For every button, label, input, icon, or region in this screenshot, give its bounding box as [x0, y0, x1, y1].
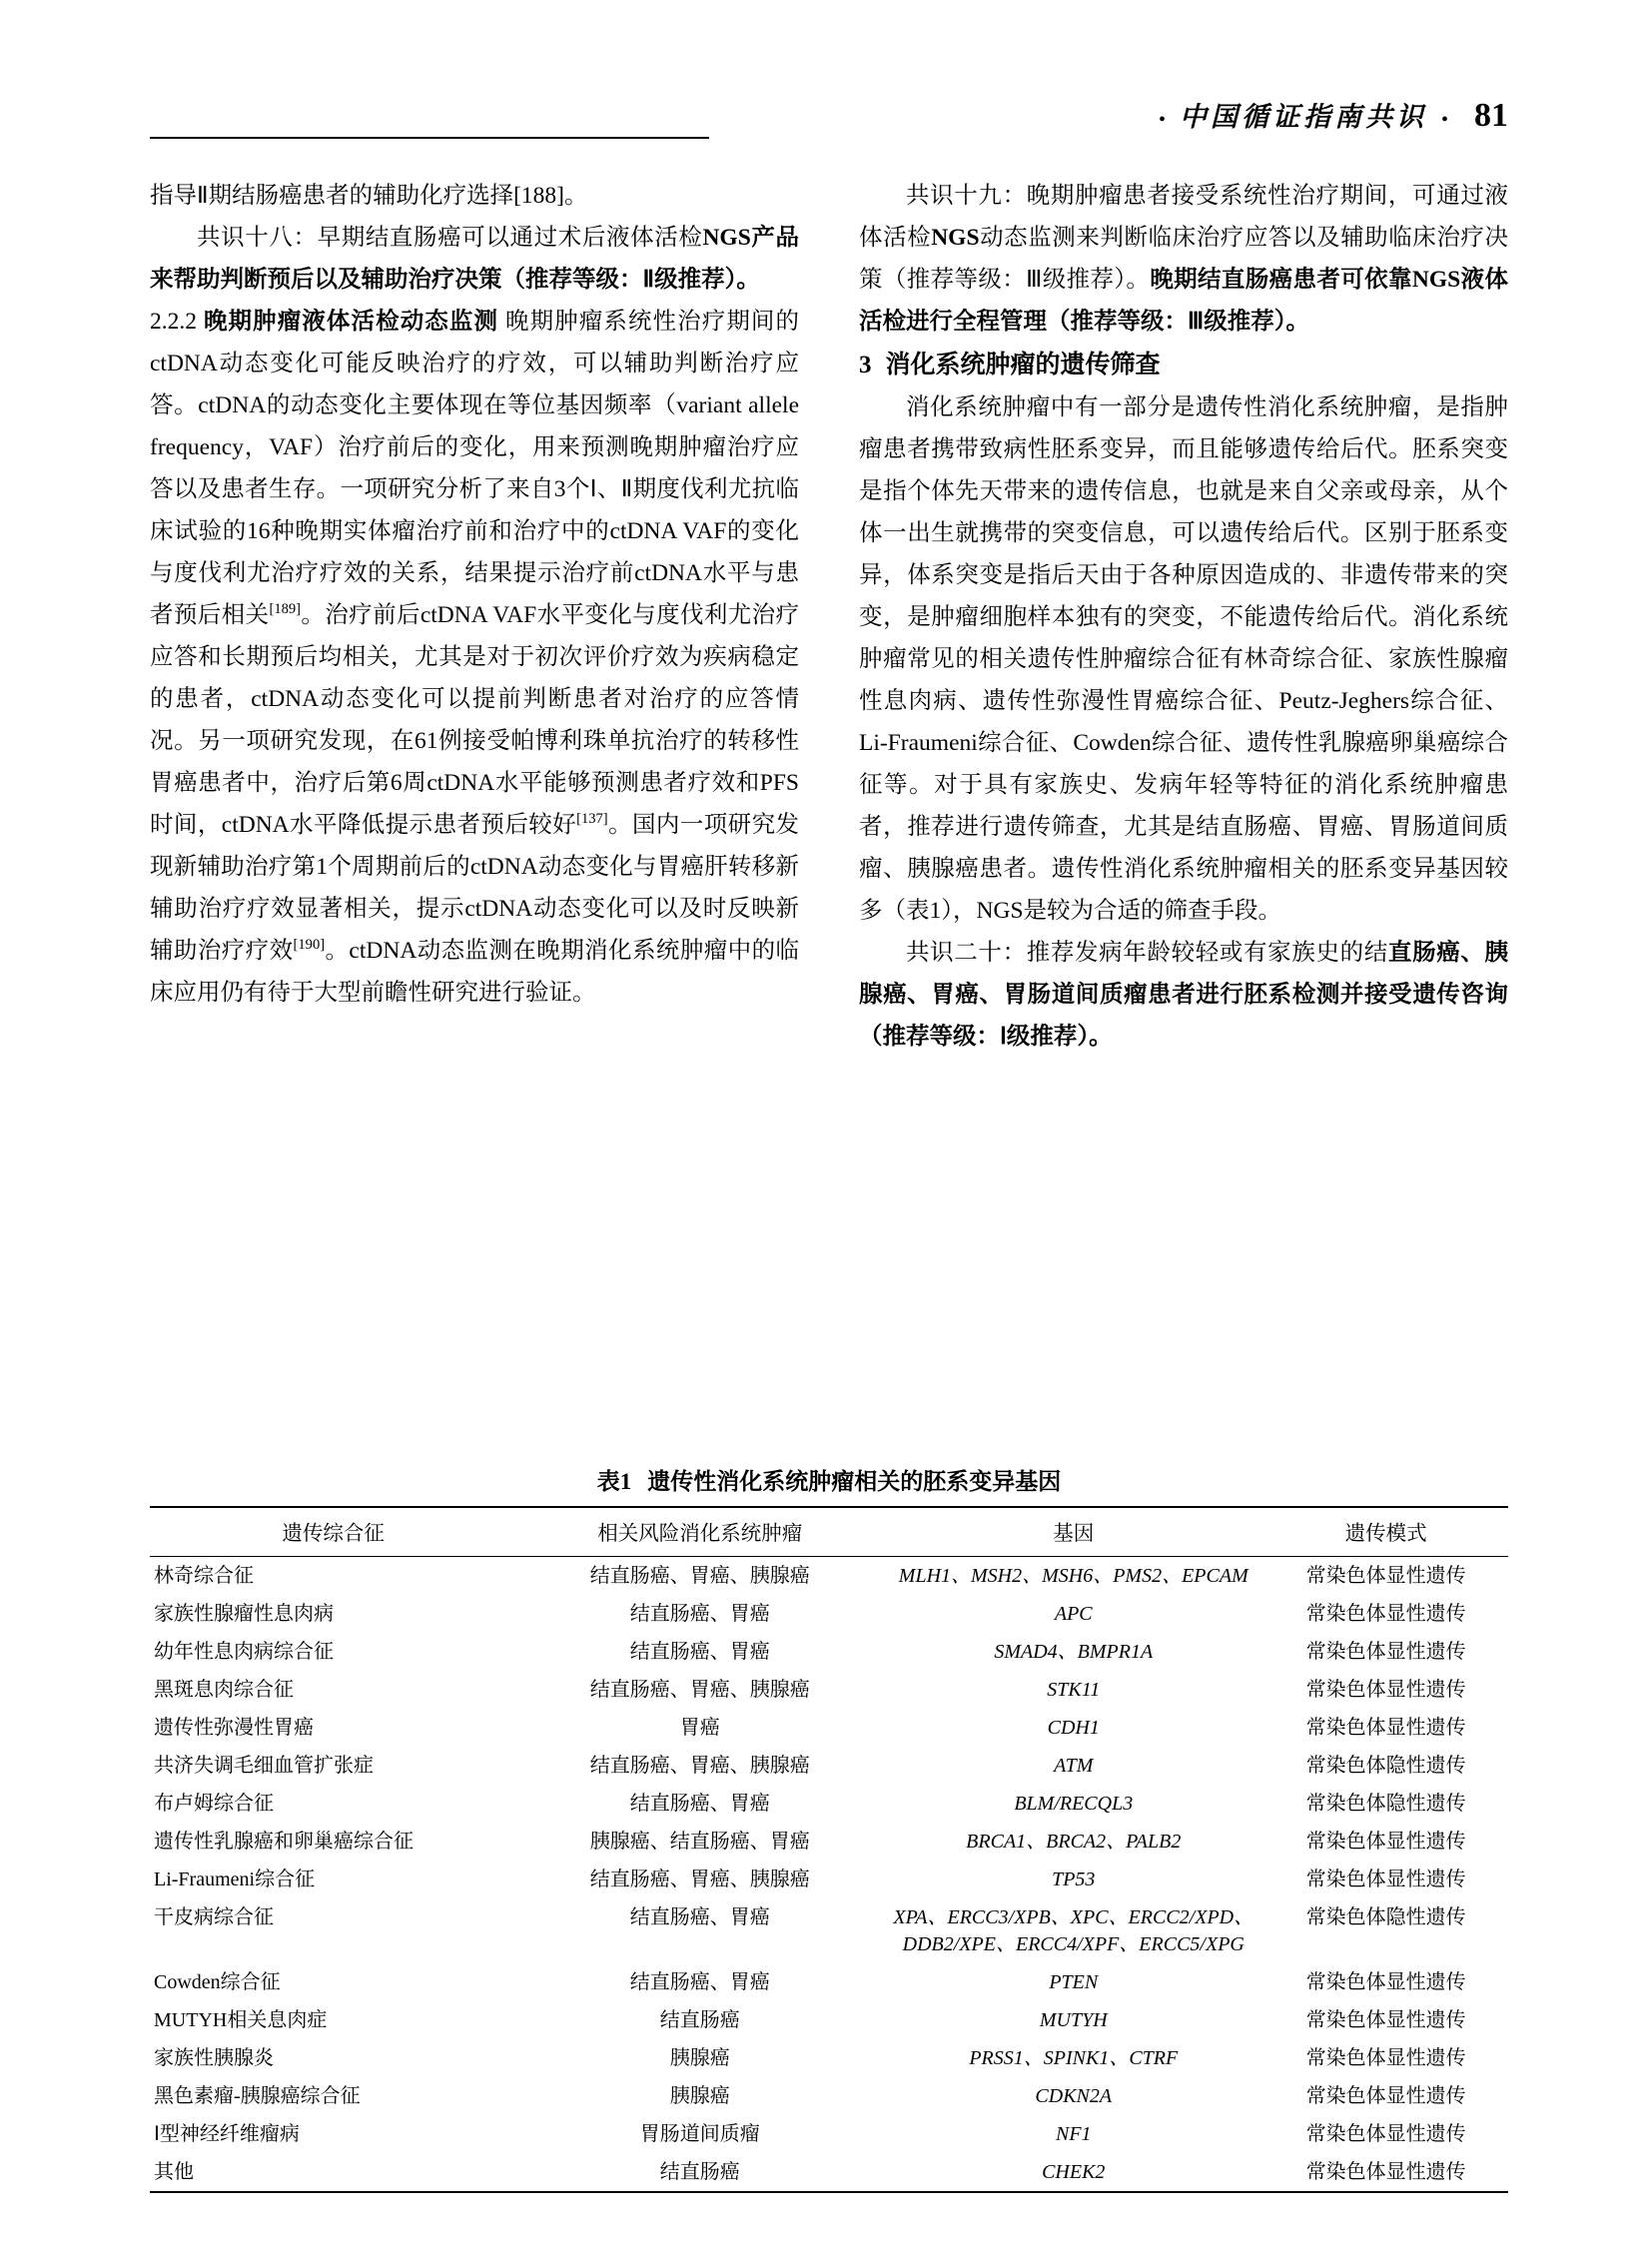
table-row	[150, 1595, 1508, 1633]
cell-inheritance-mode: 常染色体显性遗传	[1305, 2122, 1466, 2145]
reference-190: [190]	[293, 937, 326, 954]
cell-risk-tumor: 胃肠道间质瘤	[639, 2122, 760, 2145]
cell-risk-tumor: 胰腺癌	[669, 2084, 730, 2107]
cell-risk-tumor: 结直肠癌、胃癌	[629, 1970, 770, 1993]
reference-137: [137]	[576, 811, 608, 828]
cell-gene: TP53	[1052, 1868, 1096, 1890]
section-3-body	[859, 386, 1508, 932]
section-2-2-2-body-3: 。国内一项研究发现新辅助治疗第1个周期前后的ctDNA动态变化与胃癌肝转移新辅助治疗疗效显著相关，提示ctDNA动态变化可以及时反映新辅助治疗疗效	[150, 812, 800, 964]
cell-inheritance-mode: 常染色体显性遗传	[1305, 2084, 1466, 2107]
cell-syndrome: 幼年性息肉病综合征	[154, 1640, 334, 1663]
cell-syndrome: Cowden综合征	[154, 1970, 281, 1993]
consensus-19-mid: 动态监测来判断临床治疗应答以及辅助临床治疗决策（推荐等级：Ⅲ级推荐）。	[859, 225, 1509, 293]
cell-inheritance-mode: 常染色体显性遗传	[1305, 1602, 1466, 1625]
cell-inheritance-mode: 常染色体显性遗传	[1305, 2046, 1466, 2069]
cell-syndrome: 林奇综合征	[154, 1564, 254, 1587]
cell-risk-tumor: 胰腺癌	[669, 2046, 730, 2069]
table-row	[150, 1747, 1508, 1785]
table-row	[150, 2001, 1508, 2039]
header-right-group	[1159, 95, 1508, 135]
cell-syndrome: 遗传性乳腺癌和卵巢癌综合征	[154, 1830, 413, 1853]
cell-gene: APC	[1054, 1602, 1093, 1625]
column-header-gene: 基因	[883, 1507, 1263, 1557]
table-1-container	[150, 1463, 1508, 2193]
cell-gene: PTEN	[1049, 1970, 1099, 1993]
hereditary-gene-table	[150, 1506, 1508, 2193]
cell-gene: BLM/RECQL3	[1014, 1792, 1134, 1815]
table-row	[150, 1963, 1508, 2001]
consensus-19-bold-tail: 晚期结直肠癌患者可依靠NGS液体活检进行全程管理（推荐等级：Ⅲ级推荐）。	[859, 267, 1508, 335]
table-row	[150, 1785, 1508, 1823]
consensus-18-paragraph	[150, 217, 799, 301]
cell-gene: CHEK2	[883, 2153, 1263, 2192]
cell-risk-tumor: 结直肠癌、胃癌	[629, 1792, 770, 1815]
cell-risk-tumor: 胰腺癌、结直肠癌、胃癌	[589, 1830, 810, 1853]
cell-syndrome: 干皮病综合征	[154, 1905, 274, 1928]
paragraph-continuation-text: 指导Ⅱ期结肠癌患者的辅助化疗选择[188]。	[150, 183, 588, 209]
cell-risk-tumor: 结直肠癌、胃癌、胰腺癌	[589, 1564, 810, 1587]
table-row	[150, 1671, 1508, 1709]
cell-risk-tumor: 结直肠癌、胃癌、胰腺癌	[589, 1754, 810, 1777]
cell-gene: CDH1	[1047, 1716, 1100, 1739]
bullet-left-icon: •	[1158, 109, 1166, 131]
cell-inheritance-mode: 常染色体显性遗传	[1305, 1970, 1466, 1993]
section-2-2-2-paragraph	[150, 301, 799, 1014]
cell-gene: CDKN2A	[1035, 2084, 1113, 2107]
cell-risk-tumor: 胃癌	[679, 1716, 720, 1739]
cell-inheritance-mode: 常染色体显性遗传	[1305, 1716, 1466, 1739]
table-1-number: 表1	[596, 1469, 632, 1494]
cell-gene: STK11	[1047, 1678, 1101, 1701]
cell-inheritance-mode: 常染色体显性遗传	[1305, 1868, 1466, 1890]
table-row	[150, 2115, 1508, 2153]
cell-risk-tumor: 结直肠癌、胃癌、胰腺癌	[589, 1678, 810, 1701]
consensus-20-lead: 共识二十：推荐发病年龄较轻或有家族史的结	[906, 940, 1388, 966]
cell-risk-tumor: 结直肠癌、胃癌	[629, 1640, 770, 1663]
cell-inheritance-mode: 常染色体显性遗传	[1305, 1640, 1466, 1663]
table-row	[150, 1823, 1508, 1861]
cell-gene: XPA、ERCC3/XPB、XPC、ERCC2/XPD、DDB2/XPE、ERCC4/XPF、ERCC5/XPG	[893, 1905, 1254, 1955]
table-body	[150, 1557, 1508, 2193]
cell-inheritance-mode: 常染色体隐性遗传	[1305, 1792, 1466, 1815]
cell-syndrome: Ⅰ型神经纤维瘤病	[154, 2122, 300, 2145]
section-2-2-2-title: 晚期肿瘤液体活检动态监测	[203, 309, 499, 335]
reference-189: [189]	[269, 601, 302, 618]
right-column	[859, 175, 1508, 1058]
page-header	[150, 95, 1508, 155]
cell-syndrome: MUTYH相关息肉症	[154, 2008, 328, 2031]
cell-syndrome: 黑色素瘤-胰腺癌综合征	[154, 2084, 361, 2107]
table-row	[150, 1709, 1508, 1747]
cell-gene: MUTYH	[1039, 2008, 1108, 2031]
consensus-19-lead: 共识十九：晚期肿瘤患者接受系统性治疗期间，可通过液体活检	[859, 183, 1508, 251]
cell-syndrome: 黑斑息肉综合征	[154, 1678, 294, 1701]
table-row	[150, 2077, 1508, 2115]
section-2-2-2-body-1: 晚期肿瘤系统性治疗期间的ctDNA动态变化可能反映治疗的疗效，可以辅助判断治疗应答。ctDNA的动态变化主要体现在等位基因频率（variant allele frequency，VAF）治疗前后的变化，用来预测晚期肿瘤治疗应答以及患者生存。一项研究分析了来自3个Ⅰ、Ⅱ期度伐利尤抗临床试验的16种晚期实体瘤治疗前和治疗中的ctDNA VAF的变化与度伐利尤治疗疗效的关系，结果提示治疗前ctDNA水平与患者预后相关	[150, 309, 800, 628]
table-1-title: 遗传性消化系统肿瘤相关的胚系变异基因	[647, 1469, 1062, 1494]
cell-inheritance-mode: 常染色体显性遗传	[1305, 1564, 1466, 1587]
cell-risk-tumor: 结直肠癌、胃癌、胰腺癌	[589, 1868, 810, 1890]
table-row	[150, 1557, 1508, 1596]
cell-syndrome: 布卢姆综合征	[154, 1792, 274, 1815]
cell-risk-tumor: 结直肠癌	[516, 2153, 883, 2192]
cell-gene: NF1	[1055, 2122, 1092, 2145]
section-3-title: 消化系统肿瘤的遗传筛查	[885, 352, 1161, 378]
table-row	[150, 1633, 1508, 1671]
table-row	[150, 2153, 1508, 2192]
cell-syndrome: Li-Fraumeni综合征	[154, 1868, 316, 1890]
paragraph-continuation	[150, 175, 799, 217]
cell-gene: SMAD4、BMPR1A	[994, 1640, 1154, 1663]
cell-inheritance-mode: 常染色体隐性遗传	[1305, 1905, 1466, 1928]
cell-inheritance-mode: 常染色体显性遗传	[1305, 1830, 1466, 1853]
section-2-2-2-body-2: 。治疗前后ctDNA VAF水平变化与度伐利尤治疗应答和长期预后均相关，尤其是对于初次评价疗效为疾病稳定的患者，ctDNA动态变化可以提前判断患者对治疗的应答情况。另一项研究发现，在61例接受帕博利珠单抗治疗的转移性胃癌患者中，治疗后第6周ctDNA水平能够预测患者疗效和PFS时间，ctDNA水平降低提示患者预后较好	[150, 602, 800, 838]
consensus-20-bold: 直肠癌、胰腺癌、胃癌、胃肠道间质瘤患者进行胚系检测并接受遗传咨询（推荐等级：Ⅰ级推荐）。	[859, 940, 1509, 1050]
cell-gene: ATM	[1054, 1754, 1094, 1777]
page-number: 81	[1474, 97, 1508, 134]
section-3-number: 3	[859, 352, 872, 378]
consensus-18-bold: NGS产品来帮助判断预后以及辅助治疗决策（推荐等级：Ⅱ级推荐）。	[150, 225, 800, 293]
table-row	[150, 2039, 1508, 2077]
cell-inheritance-mode: 常染色体隐性遗传	[1305, 1754, 1466, 1777]
cell-gene: MLH1、MSH2、MSH6、PMS2、EPCAM	[898, 1564, 1248, 1587]
consensus-19-paragraph	[859, 175, 1508, 343]
left-column	[150, 175, 799, 1014]
table-header-row	[150, 1507, 1508, 1557]
cell-syndrome: 其他	[150, 2153, 516, 2192]
column-header-risk: 相关风险消化系统肿瘤	[516, 1507, 883, 1557]
cell-syndrome: 家族性胰腺炎	[154, 2046, 274, 2069]
cell-inheritance-mode: 常染色体显性遗传	[1305, 1678, 1466, 1701]
table-1-caption	[150, 1463, 1508, 1496]
section-3-heading	[859, 345, 1508, 386]
cell-syndrome: 共济失调毛细血管扩张症	[154, 1754, 374, 1777]
bullet-right-icon: •	[1440, 109, 1448, 131]
consensus-19-ngs: NGS	[931, 225, 980, 251]
table-head	[150, 1507, 1508, 1557]
cell-risk-tumor: 结直肠癌	[659, 2008, 740, 2031]
table-row	[150, 1861, 1508, 1898]
cell-syndrome: 家族性腺瘤性息肉病	[154, 1602, 334, 1625]
column-header-syndrome: 遗传综合征	[150, 1507, 516, 1557]
header-rule	[150, 137, 709, 139]
section-2-2-2-body-4: 。ctDNA动态监测在晚期消化系统肿瘤中的临床应用仍有待于大型前瞻性研究进行验证。	[150, 938, 799, 1006]
section-3-body-text: 消化系统肿瘤中有一部分是遗传性消化系统肿瘤，是指肿瘤患者携带致病性胚系变异，而且能够遗传给后代。胚系突变是指个体先天带来的遗传信息，也就是来自父亲或母亲，从个体一出生就携带的突变信息，可以遗传给后代。区别于胚系变异，体系突变是指后天由于各种原因造成的、非遗传带来的突变，是肿瘤细胞样本独有的突变，不能遗传给后代。消化系统肿瘤常见的相关遗传性肿瘤综合征有林奇综合征、家族性腺瘤性息肉病、遗传性弥漫性胃癌综合征、Peutz-Jeghers综合征、Li-Fraumeni综合征、Cowden综合征、遗传性乳腺癌卵巢癌综合征等。对于具有家族史、发病年轻等特征的消化系统肿瘤患者，推荐进行遗传筛查，尤其是结直肠癌、胃癌、胃肠道间质瘤、胰腺癌患者。遗传性消化系统肿瘤相关的胚系变异基因较多（表1），NGS是较为合适的筛查手段。	[859, 394, 1508, 924]
cell-inheritance-mode: 常染色体显性遗传	[1263, 2153, 1508, 2192]
table-row	[150, 1898, 1508, 1963]
column-header-mode: 遗传模式	[1263, 1507, 1508, 1557]
cell-gene: BRCA1、BRCA2、PALB2	[966, 1830, 1182, 1853]
cell-risk-tumor: 结直肠癌、胃癌	[629, 1602, 770, 1625]
cell-risk-tumor: 结直肠癌、胃癌	[629, 1905, 770, 1928]
consensus-18-lead: 共识十八：早期结直肠癌可以通过术后液体活检	[197, 225, 703, 251]
cell-gene: PRSS1、SPINK1、CTRF	[969, 2046, 1179, 2069]
cell-syndrome: 遗传性弥漫性胃癌	[154, 1716, 314, 1739]
journal-title: 中国循证指南共识	[1179, 102, 1427, 133]
cell-inheritance-mode: 常染色体显性遗传	[1305, 2008, 1466, 2031]
section-2-2-2-number: 2.2.2	[150, 309, 197, 335]
consensus-20-paragraph	[859, 932, 1508, 1058]
